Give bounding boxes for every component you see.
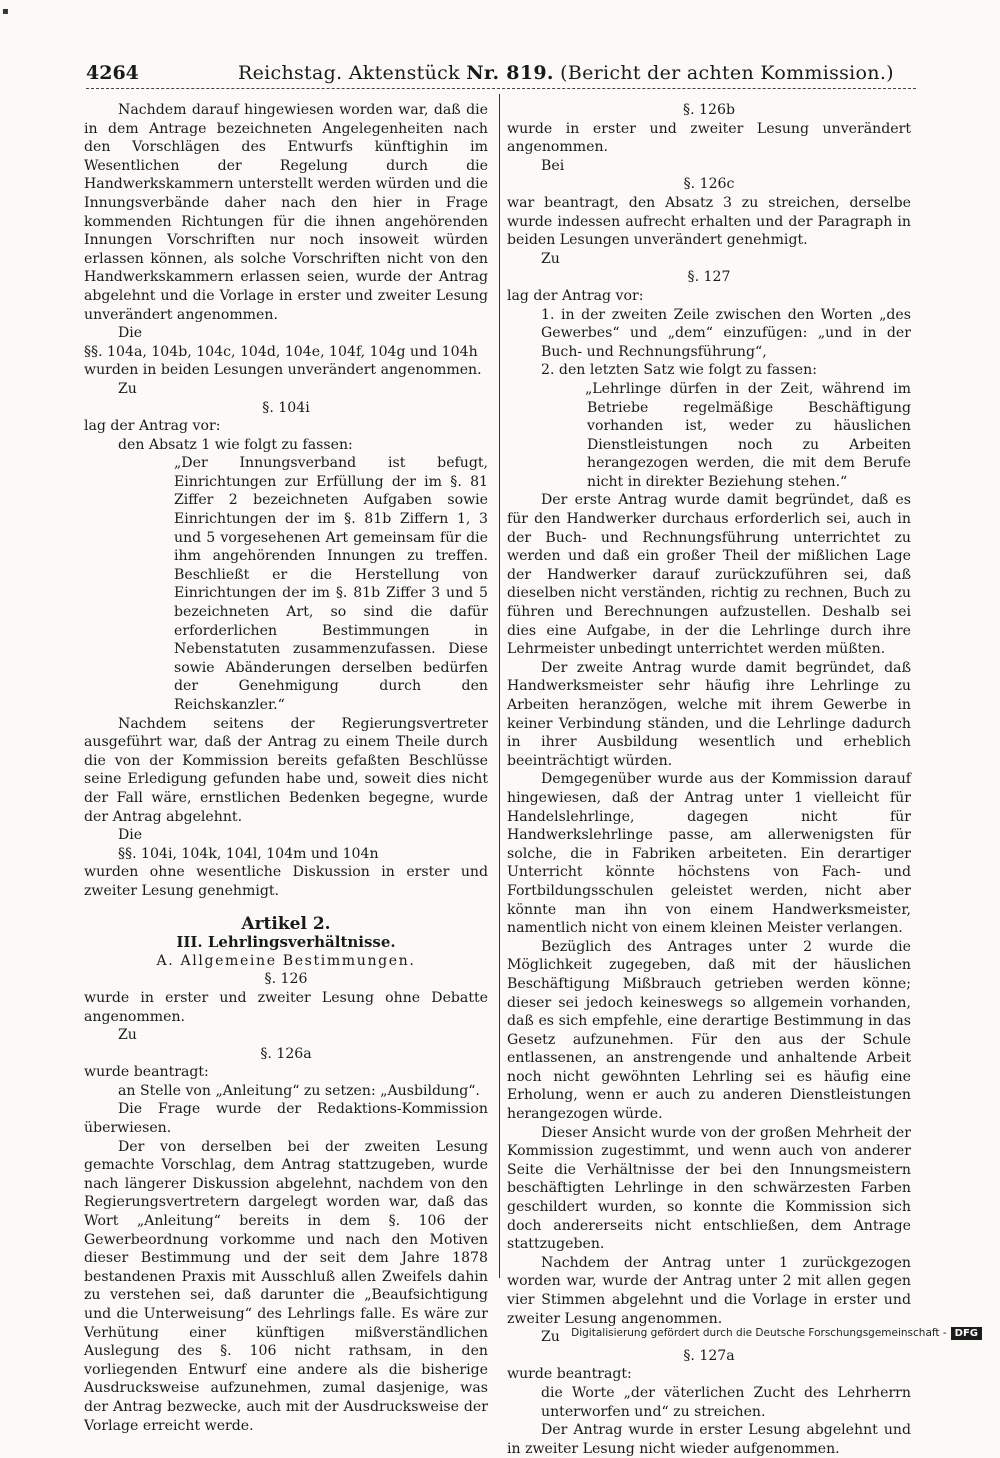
paragraph: Zu	[541, 250, 560, 267]
quoted-proposal: „Der Innungsverband ist befugt, Einrichtungen zur Erfüllung der im §. 81 Ziffer 2 bezeichneten Aufgaben sowie Einrichtungen der im §. 81b Ziffern 1, 3 und 5 vorgesehenen Art gemeinsam für die ihm angehörenden Innungen zu treffen. Beschließt er die Herstellung von Einrichtungen der im §. 81b Ziffer 3 und 5 bezeichneten Art, so sind die dafür erforderlichen Bestimmungen in Nebenstatuten zusammenzufassen. Diese sowie Abänderungen derselben bedürfen der Genehmigung durch den Reichskanzler.“	[174, 455, 488, 713]
section-heading: §. 127	[687, 269, 731, 286]
section-heading: §. 126c	[683, 176, 735, 193]
paragraph: Nachdem darauf hingewiesen worden war, daß die in dem Antrage bezeichneten Angelegenheiten nach den Vorschlägen des Entwurfs künftighin im Wesentlichen der Regelung durch die Handwerkskammern unterstellt werden würden und die Innungsverbände daher nach den hier in Frage kommenden Richtungen für die ihnen angehörenden Innungen Vorschriften nur noch insoweit würden erlassen können, als solche Vorschriften nicht von den Handwerkskammern erlassen seien, wurde der Antrag abgelehnt und die Vorlage in erster und zweiter Lesung unverändert angenommen.	[84, 102, 488, 323]
section-list: §§. 104a, 104b, 104c, 104d, 104e, 104f, 104g und 104h	[84, 343, 478, 360]
paragraph: war beantragt, den Absatz 3 zu streichen, derselbe wurde indessen aufrecht erhalten und der Paragraph in beiden Lesungen unverändert genehmigt.	[507, 194, 911, 249]
paragraph: die Worte „der väterlichen Zucht des Lehrherrn unterworfen und“ zu streichen.	[541, 1384, 911, 1420]
paragraph: lag der Antrag vor:	[507, 287, 644, 304]
paragraph: Die Frage wurde der Redaktions-Kommission überwiesen.	[84, 1101, 488, 1137]
paragraph: wurde in erster und zweiter Lesung ohne Debatte angenommen.	[84, 989, 488, 1025]
quoted-proposal: „Lehrlinge dürfen in der Zeit, während im Betriebe regelmäßige Beschäftigung vorhanden ist, weder zu häuslichen Dienstleistungen noch zu Arbeiten herangezogen werden, die mit dem Berufe nicht in direkter Beziehung stehen.“	[585, 380, 911, 490]
paragraph: Der zweite Antrag wurde damit begründet, daß Handwerksmeister sehr häufig ihre Lehrlinge zu Arbeiten heranzögen, welche mit ihrem Gewerbe in keiner Verbindung ständen, und die Lehrlinge dadurch in ihrer Ausbildung wesentlich und erheblich beeinträchtigt würden.	[507, 659, 911, 769]
paragraph: Der Antrag wurde in erster Lesung abgelehnt und in zweiter Lesung nicht wieder aufgenommen.	[507, 1422, 911, 1457]
digitization-footer	[571, 1327, 982, 1347]
paragraph: wurde in erster und zweiter Lesung unverändert angenommen.	[507, 120, 911, 156]
paragraph: Der erste Antrag wurde damit begründet, daß es für den Handwerker durchaus erforderlich sei, auch in der Buch- und Rechnungsführung unterrichtet zu werden und daß ein großer Theil der mißlichen Lage der Handwerker darauf zurückzuführen sei, daß dieselben nicht verständen, richtig zu rechnen, Buch zu führen und Berechnungen aufzustellen. Deshalb sei dies eine Aufgabe, in der die Lehrlinge durch ihre Lehrmeister unbedingt unterrichtet werden müßten.	[507, 492, 911, 658]
section-heading: §. 126a	[260, 1045, 312, 1062]
paragraph: Die	[118, 325, 143, 342]
footer-text: Digitalisierung gefördert durch die Deutsche Forschungsgemeinschaft -	[571, 1327, 947, 1339]
page-number: 4264	[86, 62, 139, 84]
chapter-heading: III. Lehrlingsverhältnisse.	[176, 933, 396, 952]
paragraph: wurden ohne wesentliche Diskussion in erster und zweiter Lesung genehmigt.	[84, 864, 488, 899]
section-heading: §. 104i	[262, 399, 310, 416]
paragraph: Demgegenüber wurde aus der Kommission darauf hingewiesen, daß der Antrag unter 1 vielleicht für Handelslehrlinge, dagegen nicht für Handwerkslehrlinge passe, am allerwenigsten für solche, die in Fabriken arbeiteten. Ein derartiger Unterricht könnte höchstens von Fach- und Fortbildungsschulen geleistet werden, nicht aber könnte man ihn von einem Handwerksmeister, namentlich nicht von einem kleinen Meister verlangen.	[507, 771, 911, 937]
paragraph: wurde beantragt:	[84, 1064, 209, 1081]
header-rule	[86, 88, 916, 89]
article-heading: Artikel 2.	[241, 913, 331, 934]
paragraph: Die	[118, 827, 143, 844]
paragraph: wurden in beiden Lesungen unverändert angenommen.	[84, 362, 482, 379]
paragraph: Bei	[541, 157, 565, 174]
subsection-heading: A. Allgemeine Bestimmungen.	[156, 952, 416, 969]
paragraph: Nachdem seitens der Regierungsvertreter ausgeführt war, daß der Antrag zu einem Theile durch die von der Kommission bereits gefaßten Beschlüsse seine Erledigung gefunden habe und, soweit dies nicht der Fall wäre, ernstlichen Bedenken begegne, wurde der Antrag abgelehnt.	[84, 715, 488, 825]
paragraph: an Stelle von „Anleitung“ zu setzen: „Ausbildung“.	[118, 1082, 480, 1099]
paragraph: wurde beantragt:	[507, 1366, 632, 1383]
left-column	[84, 101, 488, 1435]
paragraph: Der von derselben bei der zweiten Lesung gemachte Vorschlag, dem Antrag stattzugeben, wurde nach längerer Diskussion abgelehnt, nachdem von den Regierungsvertretern dargelegt worden war, daß das Wort „Anleitung“ bereits in dem §. 106 der Gewerbeordnung vorkomme und nach den Motiven dieser Bestimmung und der seit dem Jahre 1878 bestandenen Praxis mit Ausschluß allen Zweifels dahin zu verstehen sei, daß darunter die „Beaufsichtigung und die Unterweisung“ des Lehrlings falle. Es wäre zur Verhütung einer künftigen mißverständlichen Auslegung des §. 106 nicht rathsam, in den vorliegenden Entwurf eine andere als die bisherige Ausdrucksweise aufzunehmen, zumal dasjenige, was der Antrag bezwecke, auch mit der Ausdrucksweise der Vorlage erreicht werde.	[84, 1138, 488, 1434]
paragraph: Dieser Ansicht wurde von der großen Mehrheit der Kommission zugestimmt, und wenn auch von anderer Seite die Verhältnisse der bei den Innungsmeistern beschäftigten Lehrlinge in den schwärzesten Farben geschildert wurden, so konnte die Kommission sich doch andererseits nicht entschließen, dem Antrage stattzugeben.	[507, 1124, 911, 1253]
dfg-logo: DFG	[951, 1327, 982, 1340]
section-heading: §. 126b	[683, 102, 735, 118]
section-heading: §. 126	[264, 971, 308, 988]
page-header	[86, 58, 916, 86]
paragraph: Zu	[118, 1027, 137, 1044]
right-column	[507, 101, 911, 1458]
paragraph: Nachdem der Antrag unter 1 zurückgezogen worden war, wurde der Antrag unter 2 mit allen gegen vier Stimmen abgelehnt und die Vorlage in erster und zweiter Lesung angenommen.	[507, 1254, 911, 1327]
section-list: §§. 104i, 104k, 104l, 104m und 104n	[118, 845, 379, 862]
paragraph: lag der Antrag vor:	[84, 418, 221, 435]
list-item: 2. den letzten Satz wie folgt zu fassen:	[541, 362, 817, 379]
document-number: Nr. 819.	[466, 62, 554, 84]
margin-marks: ▪	[2, 6, 9, 17]
list-item: 1. in der zweiten Zeile zwischen den Worten „des Gewerbes“ und „dem“ einzufügen: „und in der Buch- und Rechnungsführung“,	[541, 306, 911, 360]
paragraph: Zu	[541, 1329, 560, 1346]
paragraph: Bezüglich des Antrages unter 2 wurde die Möglichkeit zugegeben, daß mit der häuslichen Beschäftigung Mißbrauch getrieben werden könne; dieser sei jedoch keineswegs so allgemein vorhanden, daß es sich empfehle, eine derartige Bestimmung in das Gesetz aufzunehmen. Für den aus der Schule entlassenen, an anstrengende und anhaltende Arbeit noch nicht gewöhnten Lehrling sei es häufig eine Erholung, wenn er auch zu anderen Dienstleistungen herangezogen würde.	[507, 938, 911, 1123]
title-prefix: Reichstag. Aktenstück	[238, 62, 467, 84]
column-divider	[499, 94, 500, 1278]
section-heading: §. 127a	[683, 1347, 735, 1364]
paragraph: Zu	[118, 380, 137, 397]
title-suffix: (Bericht der achten Kommission.)	[553, 62, 894, 84]
paragraph: den Absatz 1 wie folgt zu fassen:	[118, 436, 353, 453]
running-title	[238, 62, 894, 84]
